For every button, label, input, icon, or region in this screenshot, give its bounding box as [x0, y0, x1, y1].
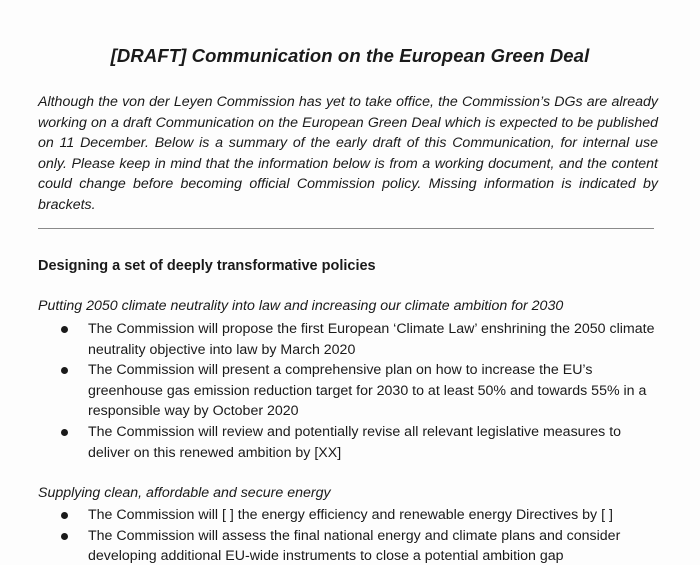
list-item-text: The Commission will [ ] the energy efficiency and renewable energy Directives by [ ] [88, 507, 613, 523]
list-item [0, 422, 700, 463]
list-item [0, 505, 700, 526]
list-item-text: The Commission will propose the first European ‘Climate Law’ enshrining the 2050 climate neutrality objective into law by March 2020 [88, 321, 655, 358]
bullet-icon [61, 367, 68, 374]
bullet-icon [61, 429, 68, 436]
bullet-icon [61, 512, 68, 519]
bullet-list [0, 319, 700, 463]
document-title: [DRAFT] Communication on the European Green Deal [110, 45, 590, 66]
divider-line [38, 228, 654, 229]
bullet-icon [61, 533, 68, 540]
section-heading: Designing a set of deeply transformative policies [38, 258, 376, 274]
list-item [0, 360, 700, 422]
subsection-title: Putting 2050 climate neutrality into law and increasing our climate ambition for 2030 [38, 298, 564, 314]
list-item-text: The Commission will present a comprehensive plan on how to increase the EU’s greenhouse gas emission reduction target for 2030 to at least 50% and towards 55% in a responsible way by October 2020 [88, 362, 647, 420]
list-item-text: The Commission will review and potentially revise all relevant legislative measures to deliver on this renewed ambition by [XX] [88, 423, 622, 461]
intro-paragraph: Although the von der Leyen Commission has yet to take office, the Commission’s DGs are already working on a draft Communication on the European Green Deal which is expected to be published on 11 December. Below is a summary of the early draft of this Communication, for internal use only. Please keep in mind that the information below is from a working document, and the content could change before becoming official Commission policy. Missing information is indicated by brackets. [38, 94, 658, 213]
subsection-title: Supplying clean, affordable and secure energy [38, 485, 331, 501]
list-item [0, 319, 700, 360]
bullet-list [0, 505, 700, 567]
list-item [0, 526, 700, 567]
list-item-text: The Commission will assess the final national energy and climate plans and consider developing additional EU-wide instruments to close a potential ambition gap [88, 527, 621, 565]
bullet-icon [61, 326, 68, 333]
